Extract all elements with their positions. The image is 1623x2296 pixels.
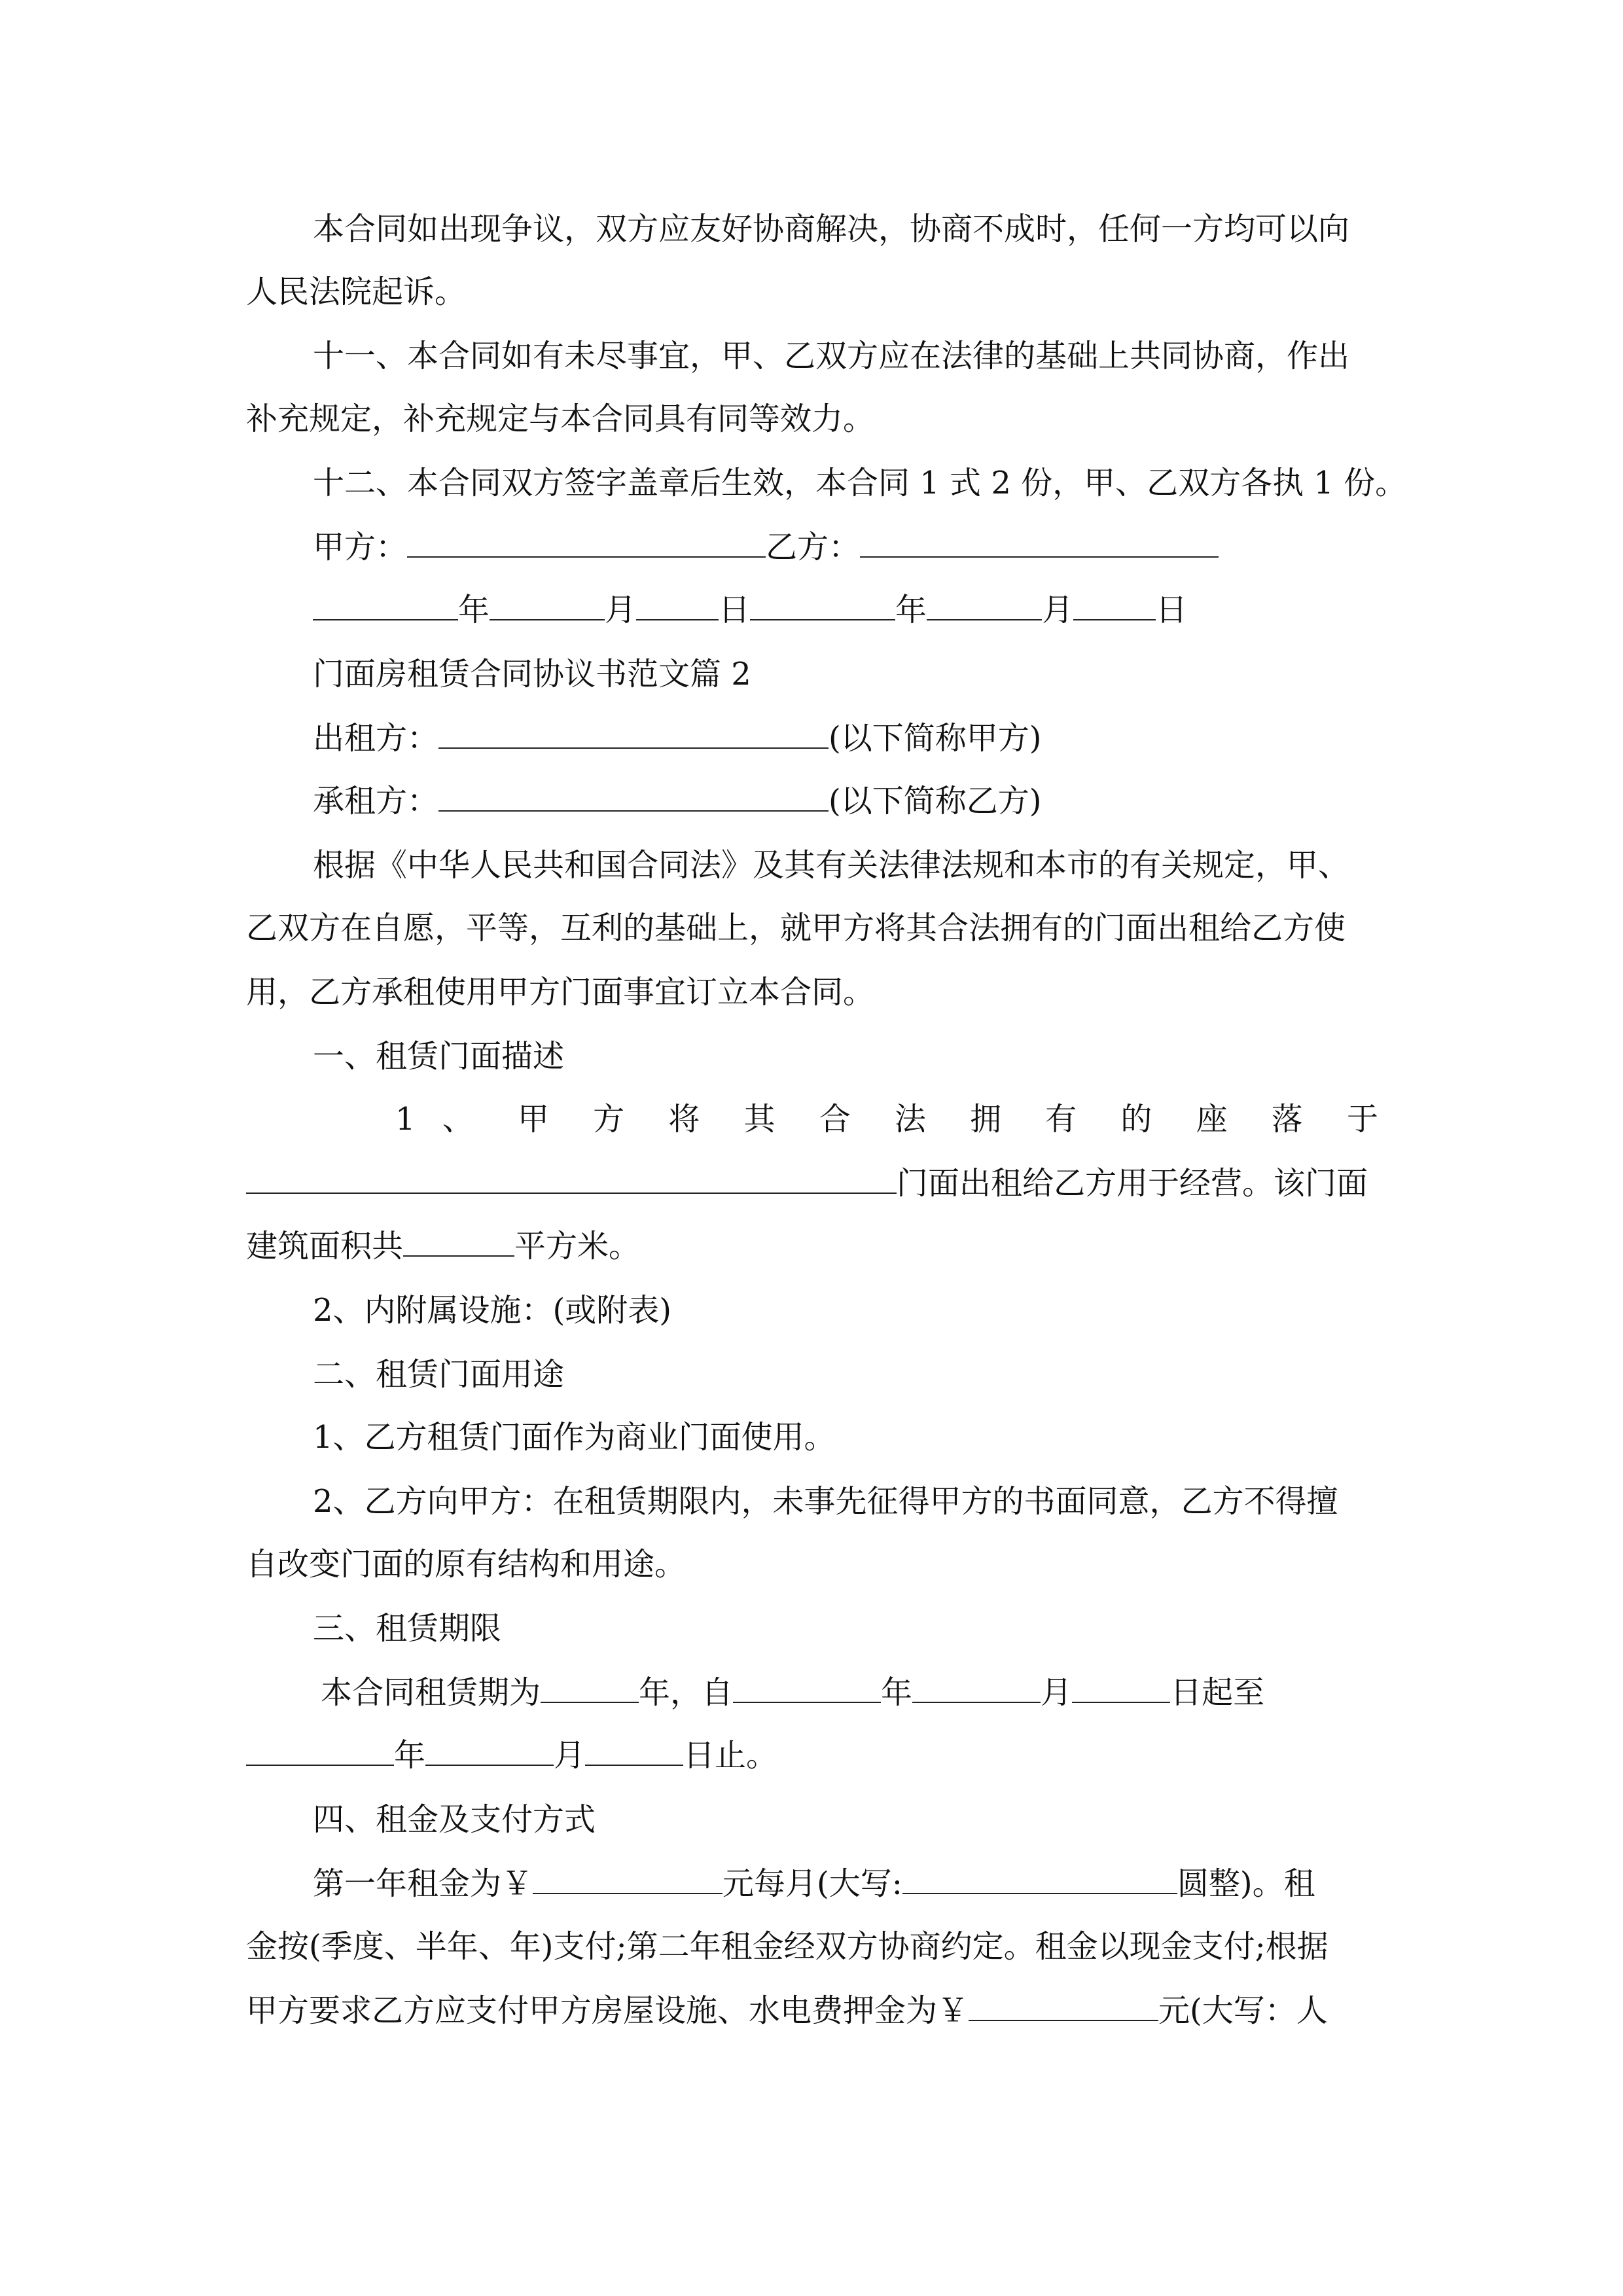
intro-line3: 用，乙方承租使用甲方门面事宜订立本合同。: [246, 974, 875, 1011]
lessee-suffix: (以下简称乙方): [829, 783, 1042, 819]
section3-period-line2: [246, 1736, 1378, 1775]
article-title: 门面房租赁合同协议书范文篇 2: [313, 656, 751, 692]
section2-title: 二、租赁门面用途: [313, 1356, 565, 1393]
lessor-blank: [438, 719, 829, 749]
section4-deposit-line: [246, 1991, 1378, 2030]
section4-rent-line1: [313, 1864, 1378, 1903]
party-b-blank: [860, 528, 1219, 558]
lessee-line: [313, 781, 1378, 821]
rent-words-label: 元每月(大写:: [722, 1865, 902, 1902]
section2-item2-line1: 2、乙方向甲方：在租赁期限内，未事先征得甲方的书面同意，乙方不得擅: [313, 1483, 1338, 1520]
section1-item1-line2: [246, 1164, 1378, 1203]
day-label: 日: [719, 592, 751, 628]
year-label: 年: [394, 1737, 426, 1774]
party-a-blank: [407, 528, 766, 558]
signature-parties: [313, 528, 1378, 567]
day-end: 日止。: [683, 1737, 778, 1774]
year-label: 年: [881, 1674, 913, 1711]
location-blank: [246, 1164, 897, 1194]
month-label: 月: [554, 1737, 586, 1774]
lessee-label: 承租方：: [313, 783, 439, 819]
area-prefix: 建筑面积共: [246, 1228, 404, 1265]
rent-prefix: 第一年租金为￥: [313, 1865, 533, 1902]
day-label: 日: [1156, 592, 1188, 628]
area-unit: 平方米。: [514, 1228, 641, 1265]
section1-area-line: [246, 1227, 1378, 1266]
lessor-label: 出租方：: [313, 720, 439, 757]
rent-words-blank: [902, 1864, 1177, 1894]
party-a-label: 甲方：: [313, 529, 408, 565]
intro-line1: 根据《中华人民共和国合同法》及其有关法律法规和本市的有关规定，甲、: [313, 847, 1350, 884]
section2-item1: 1、乙方租赁门面作为商业门面使用。: [313, 1419, 836, 1456]
month-label: 月: [1041, 1674, 1073, 1711]
lessor-line: [313, 719, 1378, 758]
paragraph-dispute-line1: 本合同如出现争议，双方应友好协商解决，协商不成时，任何一方均可以向: [313, 211, 1350, 247]
period-year: 年，自: [639, 1674, 734, 1711]
year-label: 年: [458, 592, 490, 628]
period-prefix: 本合同租赁期为: [321, 1674, 541, 1711]
section4-rent-line2: 金按(季度、半年、年)支付;第二年租金经双方协商约定。租金以现金支付;根据: [246, 1928, 1329, 1965]
rent-suffix: 圆整)。租: [1177, 1865, 1315, 1902]
clause-11-line2: 补充规定，补充规定与本合同具有同等效力。: [246, 401, 875, 437]
deposit-amount-blank: [969, 1991, 1158, 2021]
area-blank: [403, 1227, 514, 1257]
section1-item2: 2、内附属设施：(或附表): [313, 1292, 671, 1329]
section1-title: 一、租赁门面描述: [313, 1038, 565, 1075]
month-label: 月: [605, 592, 637, 628]
month-label: 月: [1042, 592, 1074, 628]
section3-period-line1: [321, 1673, 1386, 1712]
year-label: 年: [895, 592, 927, 628]
signature-dates: [313, 590, 1378, 630]
section2-item2-line2: 自改变门面的原有结构和用途。: [246, 1546, 687, 1583]
section1-item1-cont: 门面出租给乙方用于经营。该门面: [897, 1165, 1368, 1202]
lessor-suffix: (以下简称甲方): [829, 720, 1042, 757]
clause-12: 十二、本合同双方签字盖章后生效，本合同 1 式 2 份，甲、乙双方各执 1 份。: [313, 465, 1407, 501]
section4-title: 四、租金及支付方式: [313, 1801, 596, 1838]
deposit-prefix: 甲方要求乙方应支付甲方房屋设施、水电费押金为￥: [246, 1992, 969, 2029]
paragraph-dispute-line2: 人民法院起诉。: [246, 274, 467, 310]
intro-line2: 乙双方在自愿，平等，互利的基础上，就甲方将其合法拥有的门面出租给乙方使: [246, 910, 1346, 946]
lessee-blank: [438, 781, 829, 812]
deposit-suffix: 元(大写：人: [1158, 1992, 1328, 2029]
section1-item1-line1: 1 、 甲 方 将 其 合 法 拥 有 的 座 落 于: [395, 1101, 1378, 1138]
party-b-label: 乙方：: [766, 529, 861, 565]
clause-11-line1: 十一、本合同如有未尽事宜，甲、乙双方应在法律的基础上共同协商，作出: [313, 338, 1350, 374]
day-from: 日起至: [1170, 1674, 1265, 1711]
section3-title: 三、租赁期限: [313, 1610, 502, 1647]
rent-amount-blank: [533, 1864, 722, 1894]
